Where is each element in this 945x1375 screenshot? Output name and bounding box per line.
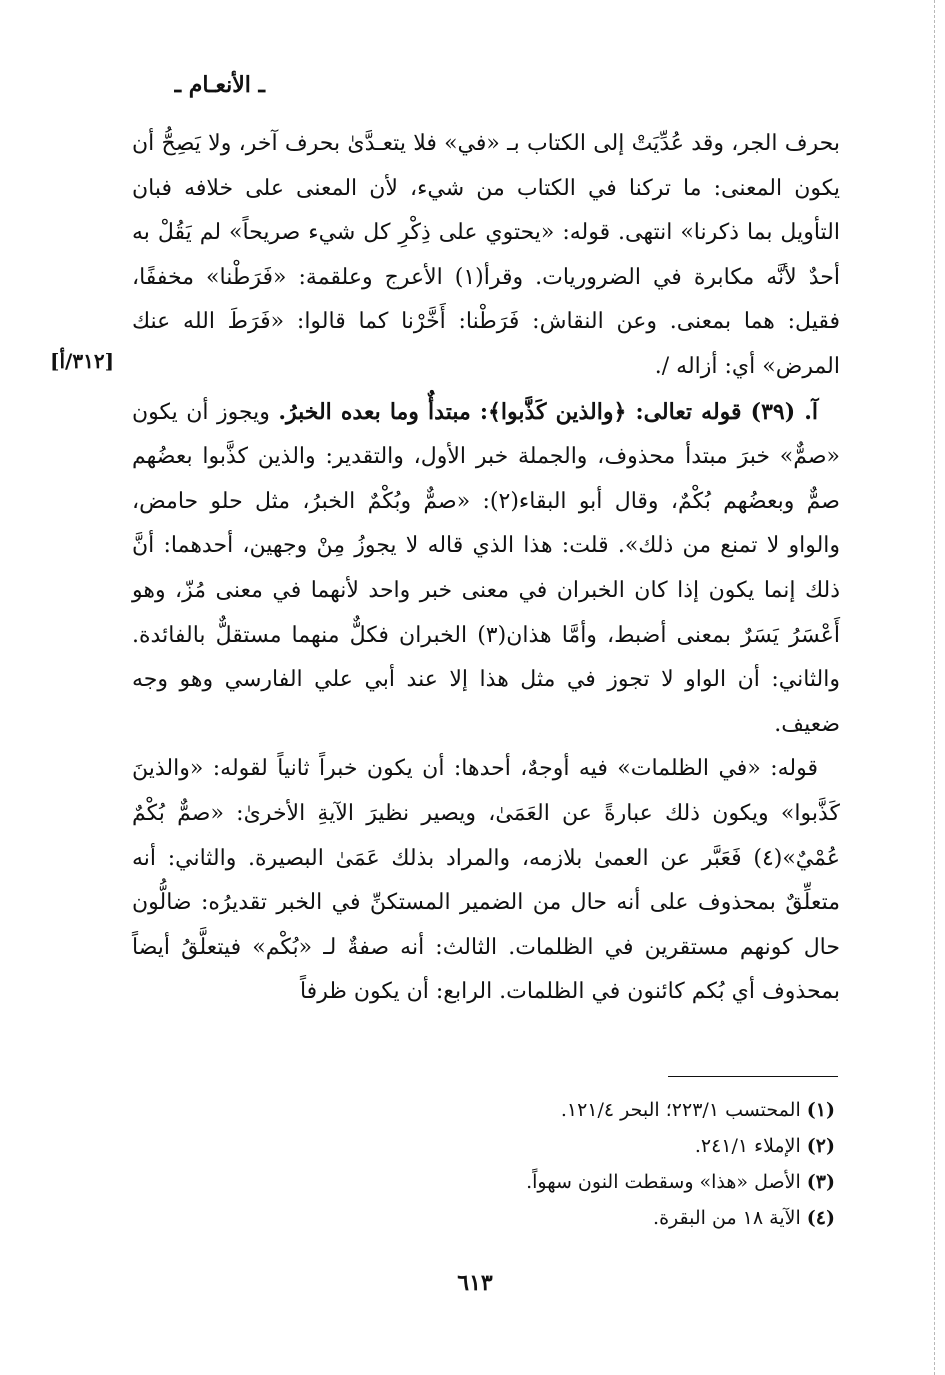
footnote-number: (٣) [806,1171,835,1193]
scan-edge-line [934,0,935,1375]
footnote-3 [275,1164,835,1200]
text-line: ويجوز أن يكون «صمٌّ» خبرَ مبتدأ محذوف، والجملة خبر الأول، والتقدير: [132,399,840,470]
text-line: والثاني: أنه متعلِّقٌ بمحذوف على أنه حال من الضمير المستكنِّ في الخبر [132,845,840,916]
text-line: إلا عند أبي علي الفارسي وهو وجه ضعيف. [132,667,840,737]
text-line: لا يجوزُ مِنْ وجهين، أحدهما: أنَّ ذلك إنما يكون إذا كان الخبران في معنى [132,533,841,603]
paragraph-1 [132,122,840,390]
footnote-number: (١) [806,1099,835,1121]
page-number: ٦١٣ [457,1270,493,1296]
footnote-2 [275,1128,835,1164]
footnote-separator [668,1076,838,1077]
footnote-number: (٤) [806,1207,835,1229]
text-line: بحرف الجر، وقد عُدِّيَتْ إلى الكتاب بـ «في» فلا يتعـدَّىٰ بحرف آخر، [238,131,840,156]
footnote-1 [275,1092,835,1128]
text-line: «صمٌّ بُكْمٌ عُمْيٌ»(٤) فَعَبَّر عن العمىٰ بلازمه، والمراد بذلك عَمَىٰ البصيرة. [132,800,840,871]
paragraph-3 [132,747,840,1015]
text-line: «فَرَطَ الله عنك المرض» أي: أزاله /. [132,309,840,379]
text-line: خبر واحد لأنهما في معنى مُزّ، وهو أَعْسَرُ يَسَرٌ بمعنى أضبط، وأمَّا هذان(٣) [132,577,840,648]
main-text [132,122,840,1015]
text-line: ولا يَصِحُّ أن يكون المعنى: ما تركنا في الكتاب من شيء، لأن المعنى على [132,131,840,201]
margin-manuscript-reference: [٣١٢/أ] [50,349,115,373]
paragraph-2 [132,390,840,748]
text-line: «والذينَ كَذَّبوا» ويكون ذلك عبارةً عن العَمَىٰ، ويصير نظيرَ الآيةِ الأخرىٰ: [132,756,840,826]
footnote-text: الأصل «هذا» وسقطت النون سهواً. [526,1171,801,1193]
text-line: قوله: «في الظلمات» فيه أوجهٌ، أحدها: أن يكون خبراً ثانياً لقوله: [212,756,818,782]
footnote-text: المحتسب ٢٢٣/١؛ البحر ١٢١/٤. [560,1099,801,1121]
verse-heading-line: آ. (٣٩) قوله تعالى: ﴿والذين كَذَّبوا﴾: مبتدأٌ وما بعده الخبرُ. [278,398,818,425]
running-header: ـ الأنعـام ـ [174,72,265,98]
text-line: الخبران فكلٌّ منهما مستقلٌّ بالفائدة. والثاني: أن الواو لا تجوز في مثل هذا [132,622,840,693]
text-line: فيتعلَّقُ أيضاً بمحذوف أي بُكم كائنون في الظلمات. الرابع: أن يكون ظرفاً [132,934,840,1005]
text-line: خلافه فبان التأويل بما ذكرنا» انتهى. قوله: «يحتوي على ذِكْرِ كل شيء [132,175,840,246]
text-line: صريحاً» لم يَقُلْ به أحدٌ لأنَّه مكابرة في الضروريات. وقرأ(١) الأعرج وعلقمة: [132,220,840,290]
footnote-4 [275,1200,835,1236]
text-line: «فَرَطْنا» مخففًا، فقيل: هما بمعنى. وعن النقاش: فَرَطْنا: أَخَّرْنا كما قالوا: [132,264,841,335]
footnote-text: الإملاء ٢٤١/١. [694,1135,801,1157]
footnotes [275,1092,835,1236]
text-line: تقديرُه: ضالُّون حال كونهم مستقرين في الظلمات. الثالث: أنه صفةٌ لـ «بُكْم» [132,890,840,960]
text-line: الخبرُ، مثل حلو حامض، والواو لا تمنع من ذلك». قلت: هذا الذي قاله [132,488,841,559]
footnote-text: الآية ١٨ من البقرة. [653,1207,801,1229]
text-line: والذين كذَّبوا بعضُهم صمٌّ وبعضُهم بُكْمٌ، وقال أبو البقاء(٢): «صمٌّ وبُكْمٌ [132,444,840,514]
footnote-number: (٢) [806,1135,835,1157]
